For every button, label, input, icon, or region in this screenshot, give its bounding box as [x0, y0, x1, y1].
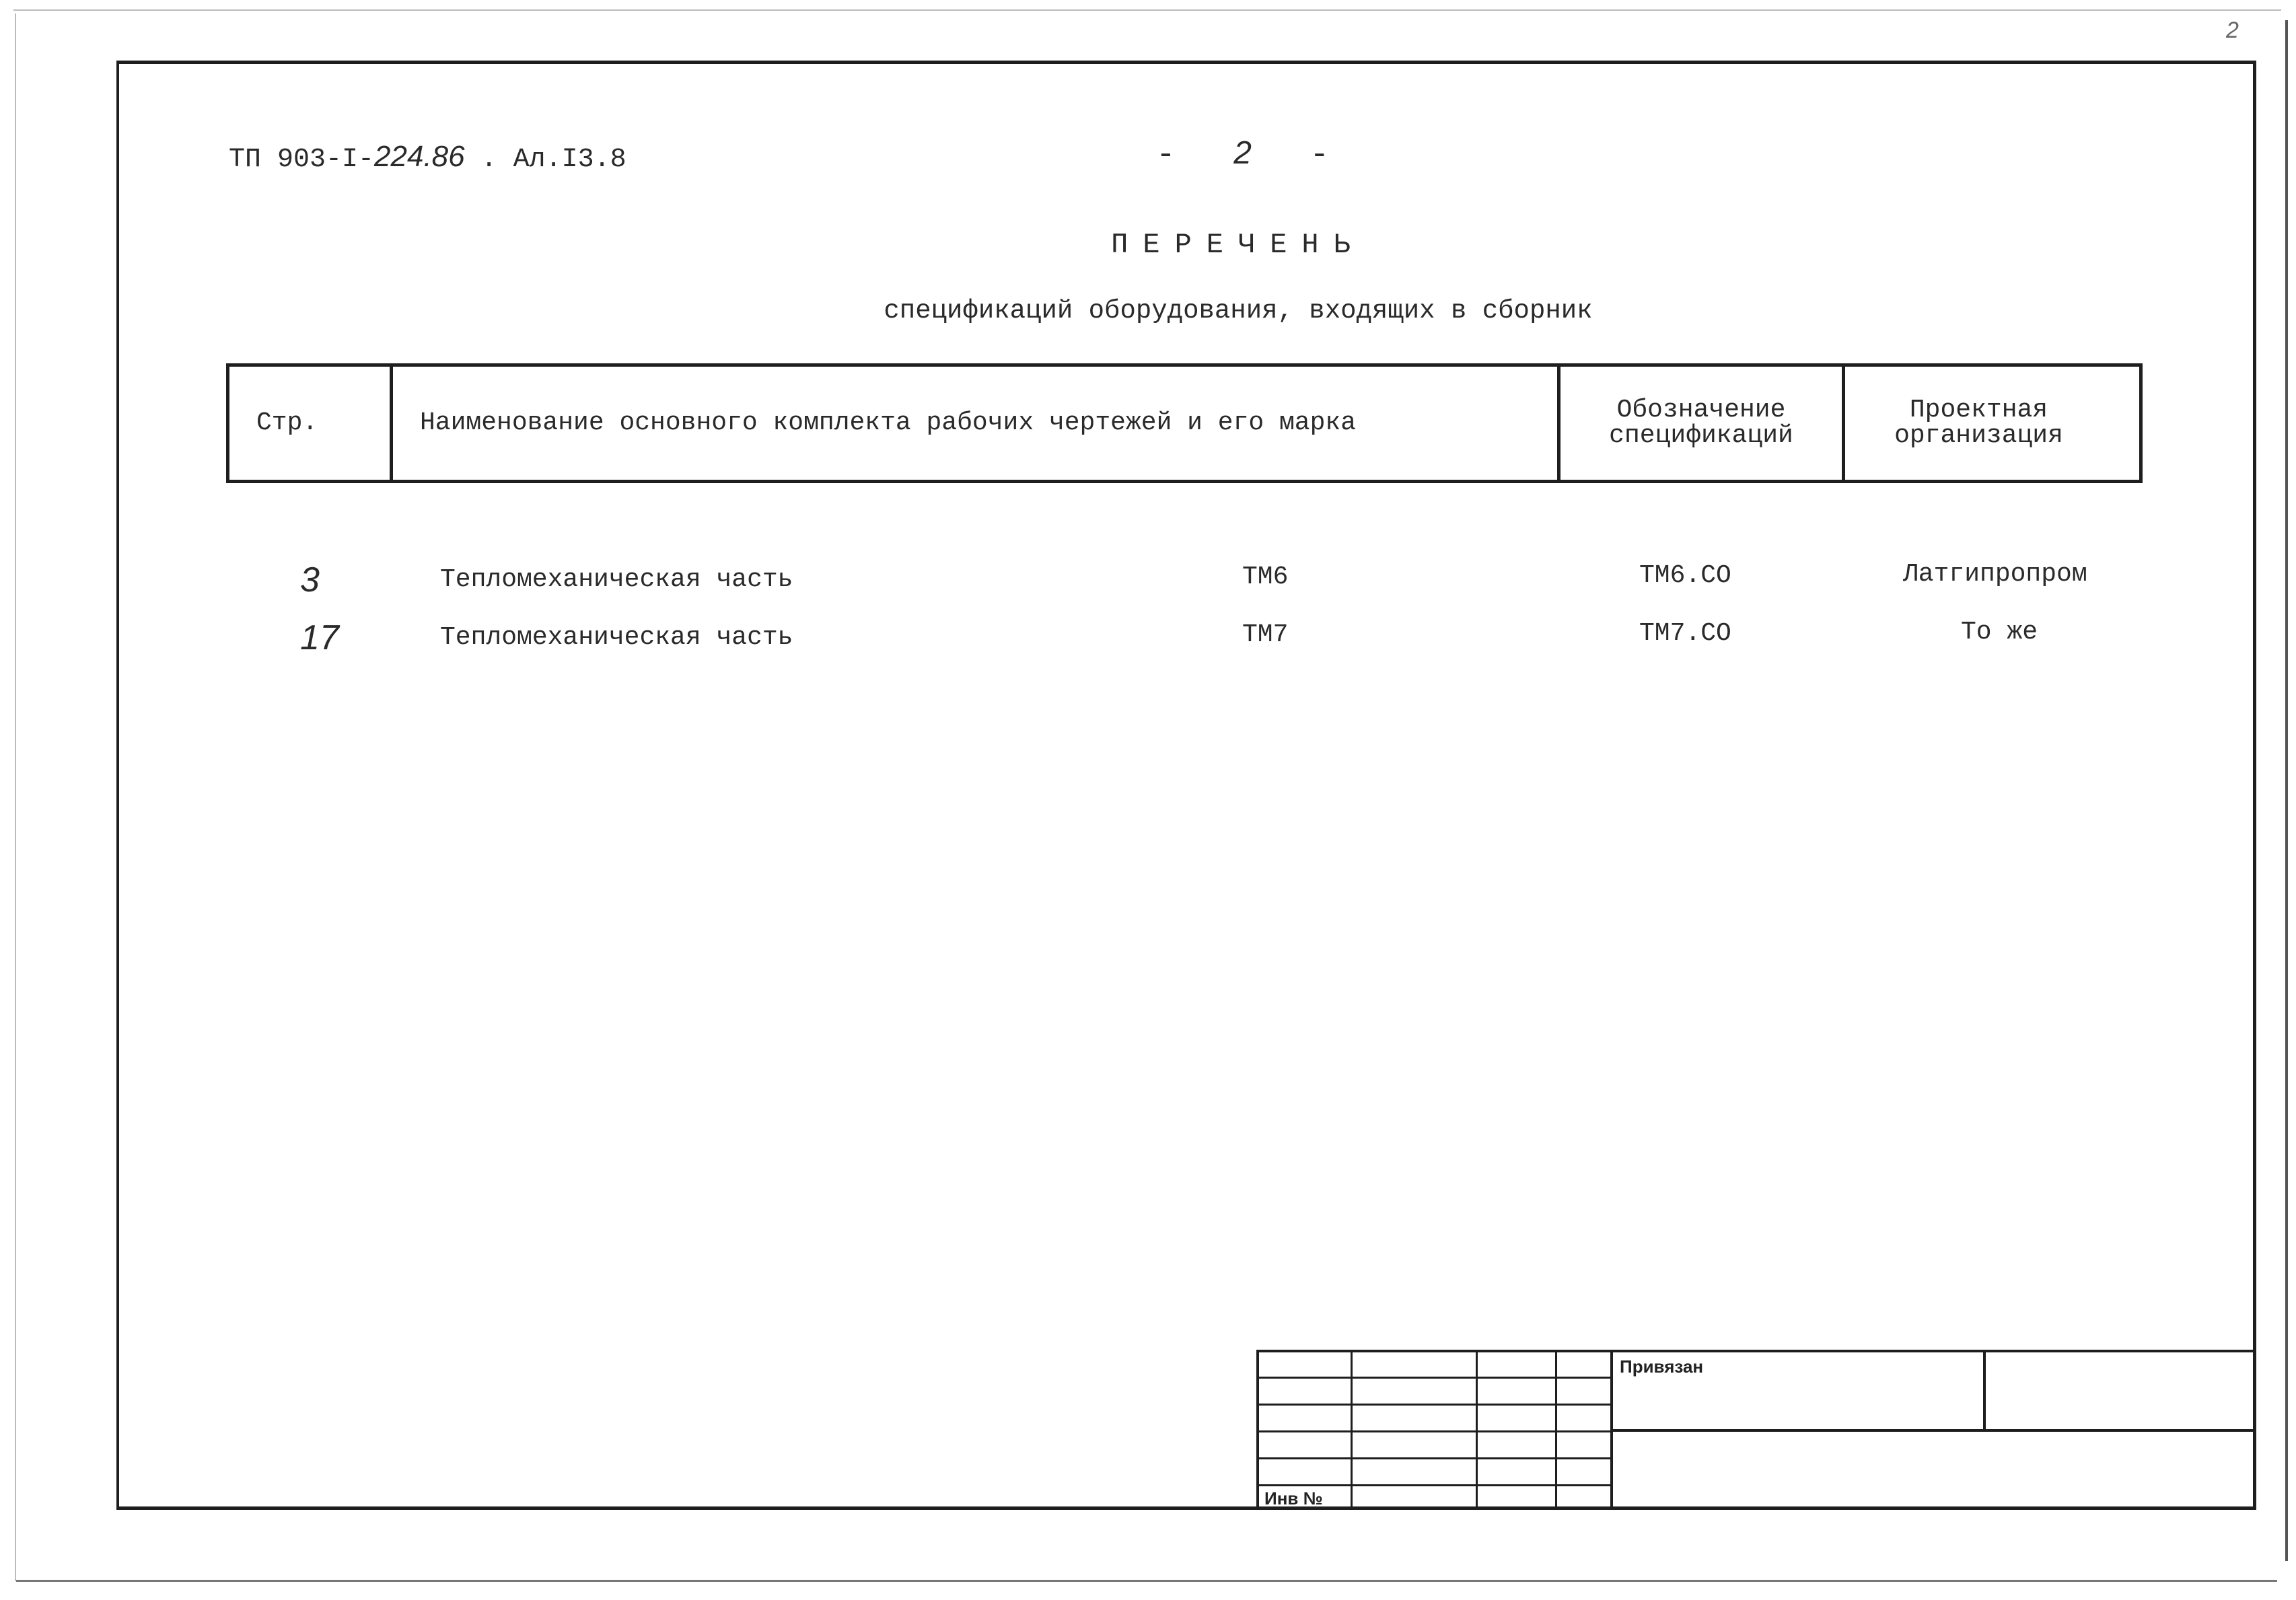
col-header-designation-line1: Обозначение	[1616, 396, 1786, 425]
row-mark: ТМ6	[1242, 562, 1289, 591]
row-mark: ТМ7	[1242, 620, 1289, 649]
row-designation: ТМ7.СО	[1639, 619, 1731, 648]
sheet-dash-left: -	[1156, 137, 1176, 174]
row-name: Тепломеханическая часть	[440, 565, 793, 594]
col-header-name: Наименование основного комплекта рабочих чертежей и его марка	[392, 365, 1559, 482]
col-header-designation	[1559, 365, 1844, 482]
sheet-edge-bottom	[16, 1580, 2277, 1582]
col-header-organization-line2: организация	[1894, 421, 2063, 450]
drawing-frame	[116, 61, 2256, 1510]
document-code	[229, 140, 626, 175]
row-designation: ТМ6.СО	[1639, 561, 1731, 590]
doc-prefix: ТП 903-I-	[229, 145, 375, 175]
sheet-edge-right	[2285, 20, 2288, 1561]
attached-label: Привязан	[1620, 1356, 1704, 1377]
row-page: 3	[300, 560, 320, 599]
row-organization: Латгипропром	[1903, 560, 2087, 589]
corner-mark: 2	[2226, 17, 2239, 43]
page-title: ПЕРЕЧЕНЬ	[1111, 229, 1365, 261]
inventory-label: Инв №	[1264, 1488, 1323, 1508]
sheet-edge-left	[15, 13, 16, 1581]
sheet-edge-top	[13, 9, 2281, 11]
page-subtitle: спецификаций оборудования, входящих в сборник	[884, 296, 1593, 326]
table-header	[226, 363, 2143, 483]
col-header-organization-line1: Проектная	[1909, 396, 2048, 425]
col-header-organization	[1844, 365, 2141, 482]
row-organization: То же	[1961, 618, 2038, 647]
sheet-number-value: 2	[1233, 135, 1252, 171]
row-page: 17	[300, 618, 339, 657]
doc-number: 224.86	[374, 140, 465, 173]
title-block	[1256, 1350, 2256, 1510]
sheet-dash-right: -	[1310, 137, 1330, 174]
doc-suffix: . Ал.I3.8	[480, 145, 626, 175]
sheet-number	[1156, 135, 1329, 174]
row-name: Тепломеханическая часть	[440, 623, 793, 652]
col-header-designation-line2: спецификаций	[1609, 421, 1793, 450]
col-header-page: Стр.	[228, 365, 392, 482]
